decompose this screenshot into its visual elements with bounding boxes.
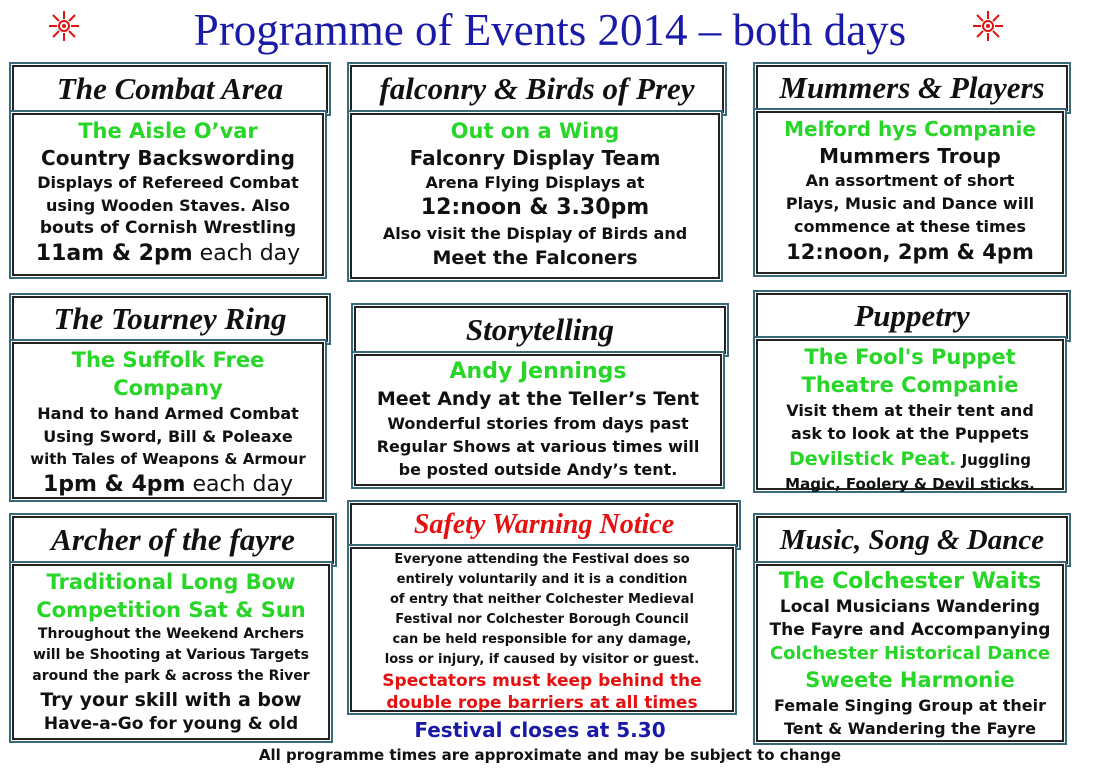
puppetry-desc-1: Visit them at their tent and [786, 401, 1034, 420]
archer-performer-2: Competition Sat & Sun [36, 598, 306, 622]
story-desc-1: Wonderful stories from days past [387, 414, 689, 433]
puppetry-performer-2: Theatre Companie [801, 373, 1019, 397]
safety-heading [350, 503, 738, 547]
mummers-troup: Mummers Troup [819, 144, 1001, 168]
story-performer: Andy Jennings [449, 359, 627, 384]
archer-performer-1: Traditional Long Bow [46, 570, 296, 594]
music-desc-1: Local Musicians Wandering [779, 597, 1041, 617]
combat-heading [12, 65, 328, 113]
safety-warning-2: double rope barriers at all times [386, 693, 698, 713]
falconry-heading-text: falconry & Birds of Prey [379, 71, 695, 106]
falconry-performer: Out on a Wing [450, 119, 620, 143]
story-heading-text: Storytelling [465, 312, 615, 347]
safety-text-3: of entry that neither Colchester Medieval [390, 592, 694, 607]
rose-ornament-icon [972, 10, 1004, 42]
tourney-performer-2: Company [113, 376, 223, 400]
music-heading [756, 516, 1068, 564]
safety-heading-text: Safety Warning Notice [413, 509, 675, 540]
combat-panel [12, 113, 324, 276]
mummers-panel [756, 111, 1064, 274]
archer-desc-2: will be Shooting at Various Targets [33, 647, 309, 663]
puppetry-performer-1: The Fool's Puppet [804, 345, 1016, 369]
safety-warning-1: Spectators must keep behind the [382, 671, 702, 691]
falconry-team: Falconry Display Team [409, 146, 661, 170]
music-panel [756, 564, 1064, 742]
mummers-desc-1: An assortment of short [805, 171, 1015, 190]
tourney-desc-2: Using Sword, Bill & Poleaxe [43, 427, 293, 446]
combat-desc-3: bouts of Cornish Wrestling [39, 218, 297, 238]
falconry-desc-1: Arena Flying Displays at [425, 173, 645, 192]
mummers-heading [756, 65, 1068, 111]
mummers-heading-text: Mummers & Players [779, 70, 1045, 105]
puppetry-devil-rest: Juggling [956, 451, 1032, 469]
safety-text-2: entirely voluntarily and it is a condition [396, 572, 688, 587]
combat-desc-2: using Wooden Staves. Also [46, 196, 290, 215]
story-desc-2: Regular Shows at various times will [376, 437, 700, 456]
combat-desc-1: Displays of Refereed Combat [37, 173, 299, 192]
combat-time-rest: each day [192, 241, 301, 266]
music-heading-text: Music, Song & Dance [779, 523, 1045, 556]
rose-ornament-icon [48, 10, 80, 42]
tourney-times [14, 471, 322, 499]
story-heading [354, 306, 726, 354]
mummers-desc-3: commence at these times [794, 217, 1026, 236]
puppetry-heading-text: Puppetry [854, 298, 970, 333]
tourney-time-rest: each day [185, 472, 293, 497]
story-desc-3: be posted outside Andy’s tent. [398, 460, 678, 479]
safety-text-6: loss or injury, if caused by visitor or guest. [384, 652, 700, 667]
story-meet: Meet Andy at the Teller’s Tent [376, 388, 700, 410]
mummers-desc-2: Plays, Music and Dance will [785, 194, 1035, 213]
music-desc-4: Tent & Wandering the Fayre [783, 719, 1037, 738]
falconry-desc-3: Meet the Falconers [432, 247, 638, 269]
mummers-performer: Melford hys Companie [784, 117, 1036, 141]
archer-panel [12, 564, 330, 740]
story-panel [354, 354, 722, 486]
music-desc-3: Female Singing Group at their [774, 696, 1046, 715]
falconry-times: 12:noon & 3.30pm [420, 195, 650, 220]
puppetry-devil [758, 445, 1062, 473]
tourney-desc-1: Hand to hand Armed Combat [37, 404, 299, 423]
festival-closes: Festival closes at 5.30 [414, 718, 666, 742]
combat-act: Country Backswording [41, 146, 295, 170]
tourney-desc-3: with Tales of Weapons & Armour [30, 450, 306, 468]
archer-have-a-go: Have-a-Go for young & old [43, 714, 299, 734]
page-title: Programme of Events 2014 – both days [193, 5, 907, 55]
puppetry-devil-name: Devilstick Peat. [788, 448, 957, 470]
safety-panel [350, 547, 734, 712]
archer-desc-1: Throughout the Weekend Archers [37, 626, 305, 642]
falconry-heading [350, 65, 724, 113]
combat-times [14, 240, 322, 268]
tourney-heading [12, 296, 328, 342]
puppetry-heading [756, 293, 1068, 339]
music-dance: Colchester Historical Dance [769, 643, 1051, 664]
archer-try: Try your skill with a bow [40, 689, 302, 711]
puppetry-desc-3: Magic, Foolery & Devil sticks. [785, 475, 1035, 493]
falconry-panel [350, 113, 720, 279]
puppetry-panel [756, 339, 1064, 493]
combat-performer: The Aisle O’var [78, 119, 258, 143]
tourney-panel [12, 342, 324, 499]
puppetry-desc-2: ask to look at the Puppets [791, 424, 1029, 443]
tourney-time-bold: 1pm & 4pm [43, 472, 186, 497]
tourney-performer-1: The Suffolk Free [71, 348, 265, 372]
music-harmonie: Sweete Harmonie [805, 668, 1015, 692]
music-desc-2: The Fayre and Accompanying [769, 620, 1051, 640]
safety-text-1: Everyone attending the Festival does so [394, 552, 690, 567]
falconry-desc-2: Also visit the Display of Birds and [382, 224, 688, 243]
archer-heading-text: Archer of the fayre [51, 522, 295, 557]
combat-heading-text: The Combat Area [56, 71, 284, 106]
footer-disclaimer: All programme times are approximate and may be subject to change [258, 746, 842, 764]
archer-desc-3: around the park & across the River [32, 668, 310, 684]
mummers-times: 12:noon, 2pm & 4pm [786, 240, 1034, 264]
music-performer: The Colchester Waits [778, 569, 1042, 594]
archer-heading [12, 516, 334, 564]
safety-text-5: can be held responsible for any damage, [392, 632, 692, 647]
combat-time-bold: 11am & 2pm [35, 241, 193, 266]
tourney-heading-text: The Tourney Ring [53, 301, 287, 336]
safety-text-4: Festival nor Colchester Borough Council [395, 612, 689, 627]
